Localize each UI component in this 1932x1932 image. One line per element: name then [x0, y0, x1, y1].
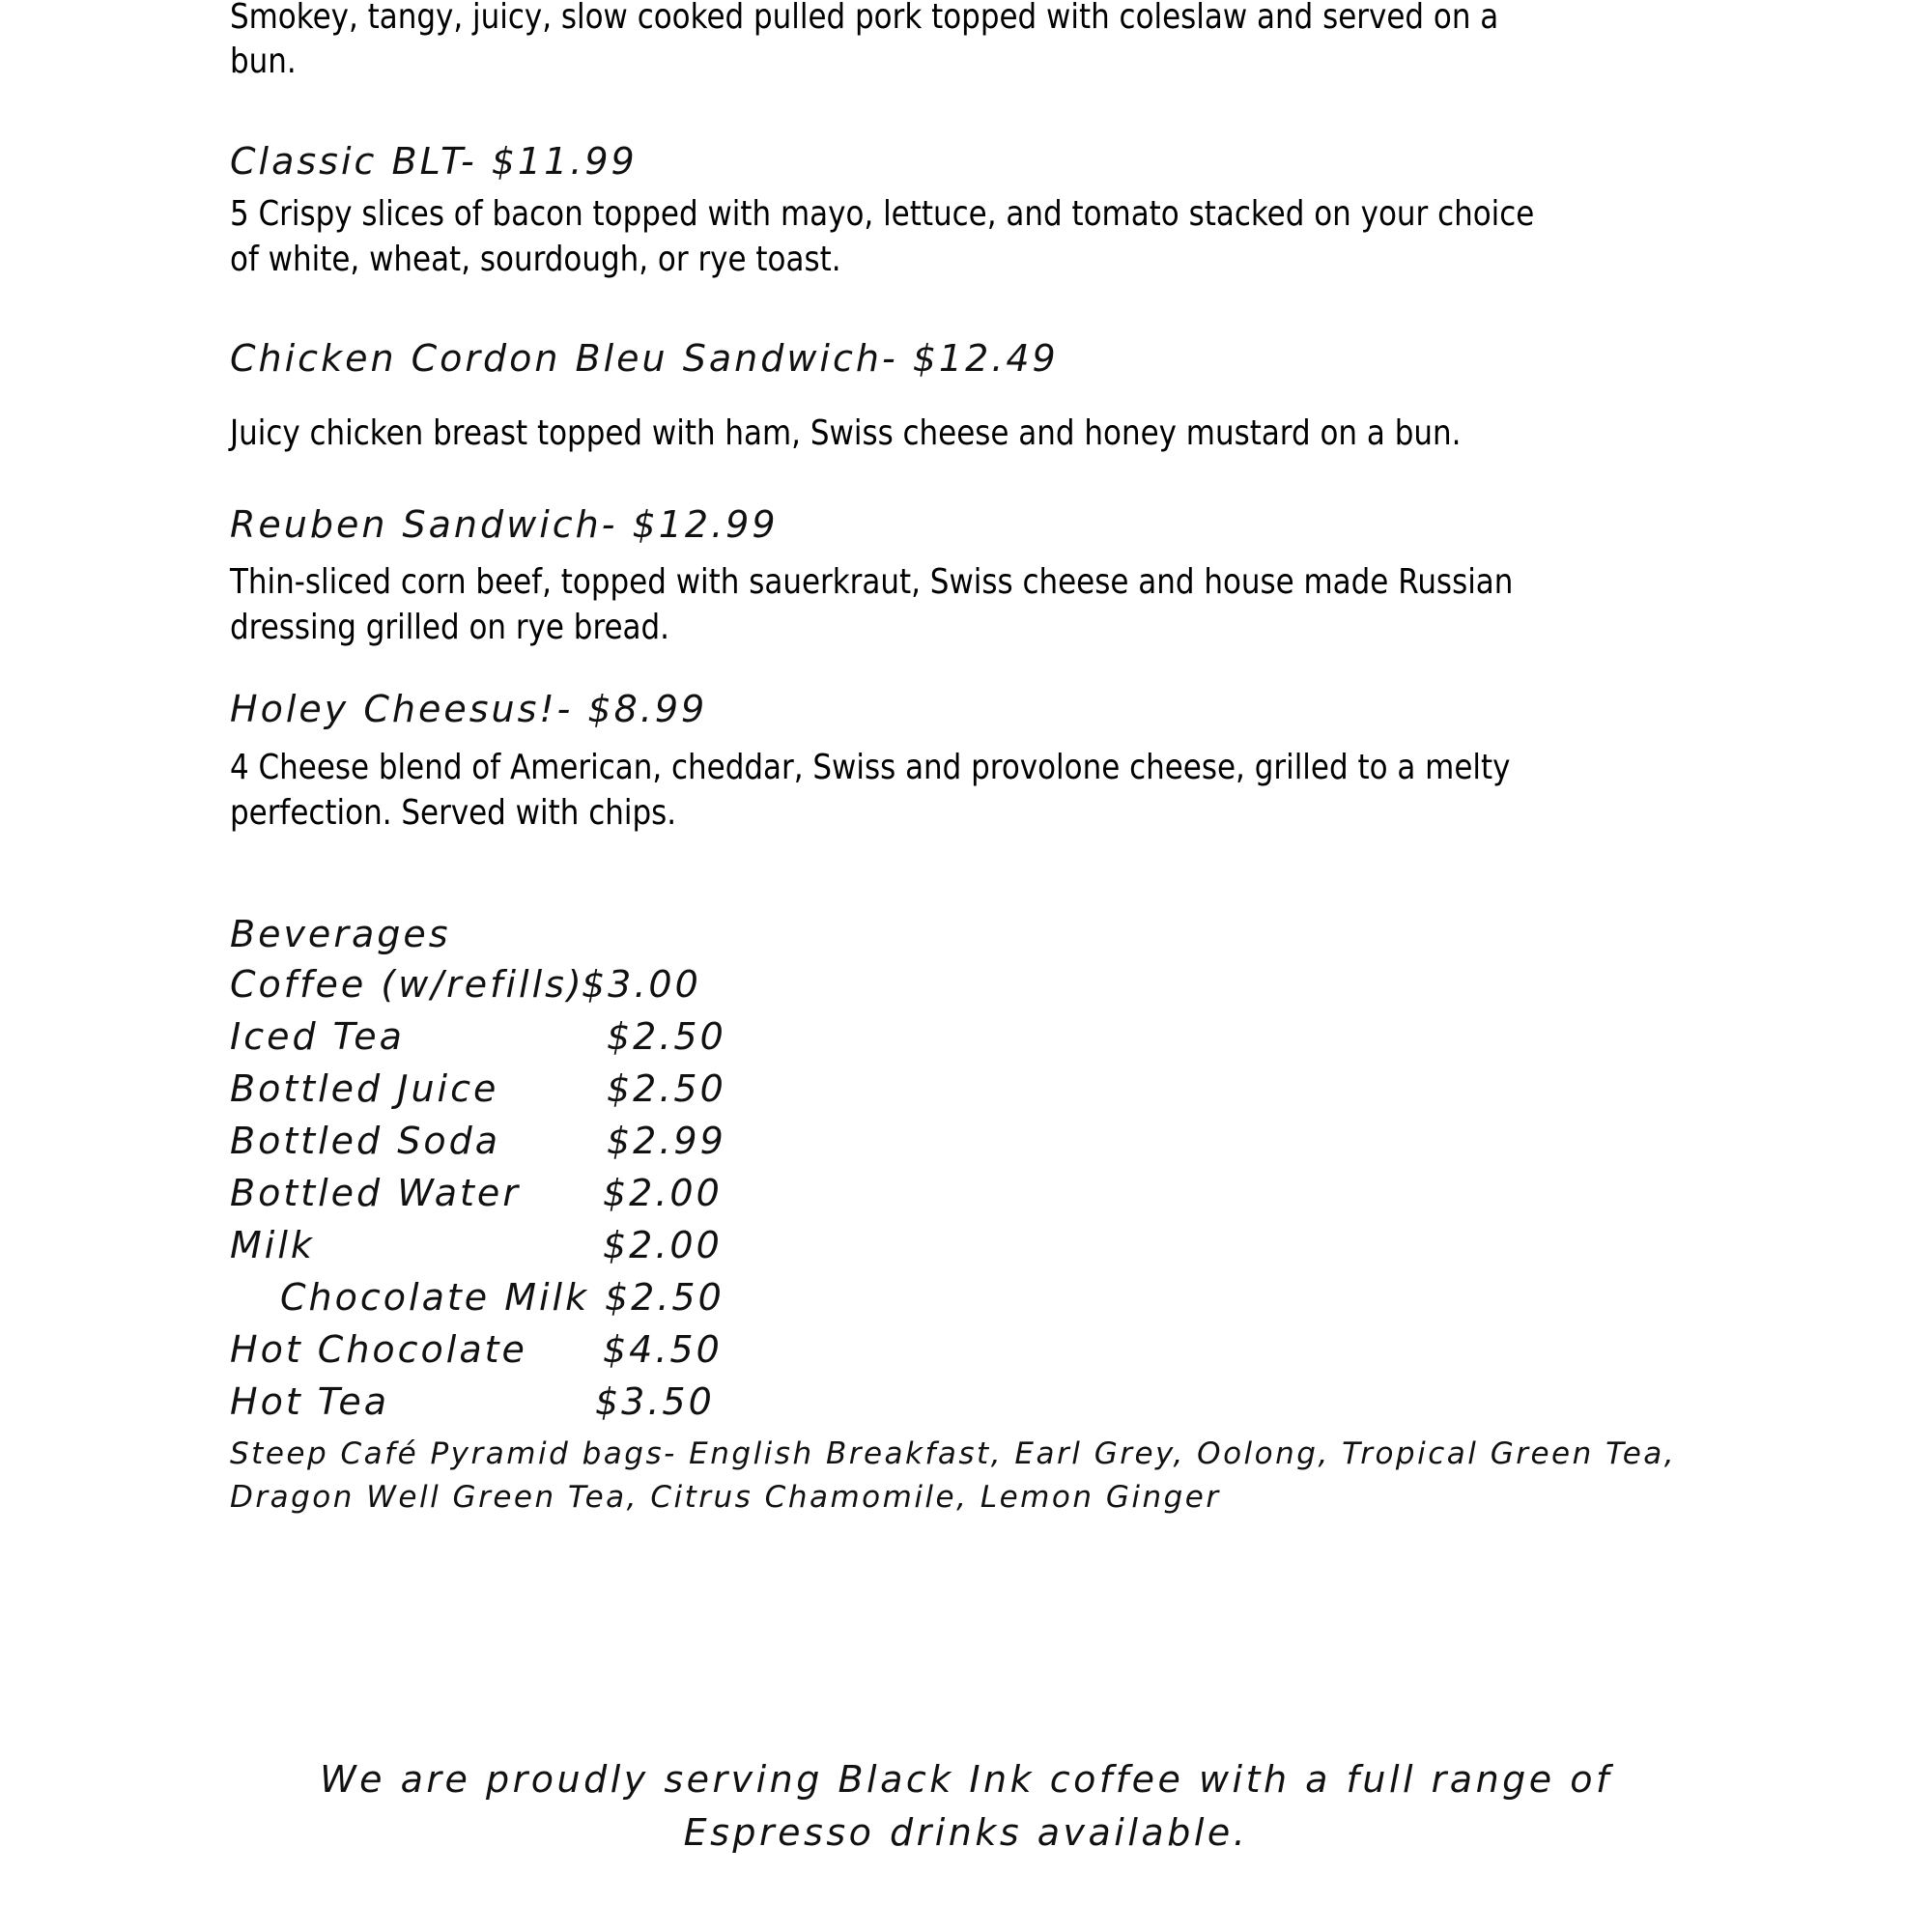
beverage-name: Coffee (w/refills) [230, 963, 584, 1006]
beverage-price: $2.99 [607, 1120, 726, 1162]
footer-line-2: Espresso drinks available. [683, 1811, 1249, 1854]
beverage-name: Hot Tea [230, 1380, 389, 1423]
reuben-description-line-2: dressing grilled on rye bread. [230, 608, 670, 647]
beverage-price: $2.00 [603, 1172, 723, 1214]
blt-title: Classic BLT- $11.99 [230, 140, 638, 183]
beverage-name: Hot Chocolate [230, 1328, 527, 1371]
footer-line-1: We are proudly serving Black Ink coffee with a full range of [320, 1758, 1612, 1801]
beverage-name: Iced Tea [230, 1015, 405, 1058]
beverage-price: $3.50 [595, 1380, 715, 1423]
holey-cheesus-description-line-2: perfection. Served with chips. [230, 793, 677, 833]
pulled-pork-description-line-1: Smokey, tangy, juicy, slow cooked pulled pork topped with coleslaw and served on a [230, 0, 1499, 37]
tea-note-line-2: Dragon Well Green Tea, Citrus Chamomile, Lemon Ginger [230, 1480, 1221, 1515]
tea-note-line-1: Steep Café Pyramid bags- English Breakfast, Earl Grey, Oolong, Tropical Green Tea, [230, 1436, 1677, 1471]
holey-cheesus-title: Holey Cheesus!- $8.99 [230, 688, 708, 730]
cordon-bleu-description-line-1: Juicy chicken breast topped with ham, Swiss cheese and honey mustard on a bun. [230, 413, 1462, 453]
cordon-bleu-title: Chicken Cordon Bleu Sandwich- $12.49 [230, 337, 1059, 380]
beverage-name: Bottled Juice [230, 1067, 499, 1110]
beverage-name: Chocolate Milk [280, 1276, 590, 1319]
holey-cheesus-description-line-1: 4 Cheese blend of American, cheddar, Swiss and provolone cheese, grilled to a melty [230, 748, 1511, 787]
beverage-price: $2.00 [603, 1224, 723, 1266]
beverage-price: $3.00 [582, 963, 701, 1006]
beverage-price: $4.50 [603, 1328, 723, 1371]
beverages-heading: Beverages [230, 913, 451, 955]
beverage-name: Bottled Soda [230, 1120, 501, 1162]
beverage-price: $2.50 [607, 1015, 726, 1058]
beverage-price: $2.50 [605, 1276, 724, 1319]
reuben-description-line-1: Thin-sliced corn beef, topped with sauerkraut, Swiss cheese and house made Russian [230, 562, 1514, 602]
blt-description-line-2: of white, wheat, sourdough, or rye toast. [230, 240, 841, 279]
beverage-name: Bottled Water [230, 1172, 521, 1214]
pulled-pork-description-line-2: bun. [230, 42, 297, 81]
reuben-title: Reuben Sandwich- $12.99 [230, 503, 779, 546]
beverage-price: $2.50 [607, 1067, 726, 1110]
beverage-name: Milk [230, 1224, 315, 1266]
blt-description-line-1: 5 Crispy slices of bacon topped with mayo, lettuce, and tomato stacked on your choice [230, 194, 1535, 234]
